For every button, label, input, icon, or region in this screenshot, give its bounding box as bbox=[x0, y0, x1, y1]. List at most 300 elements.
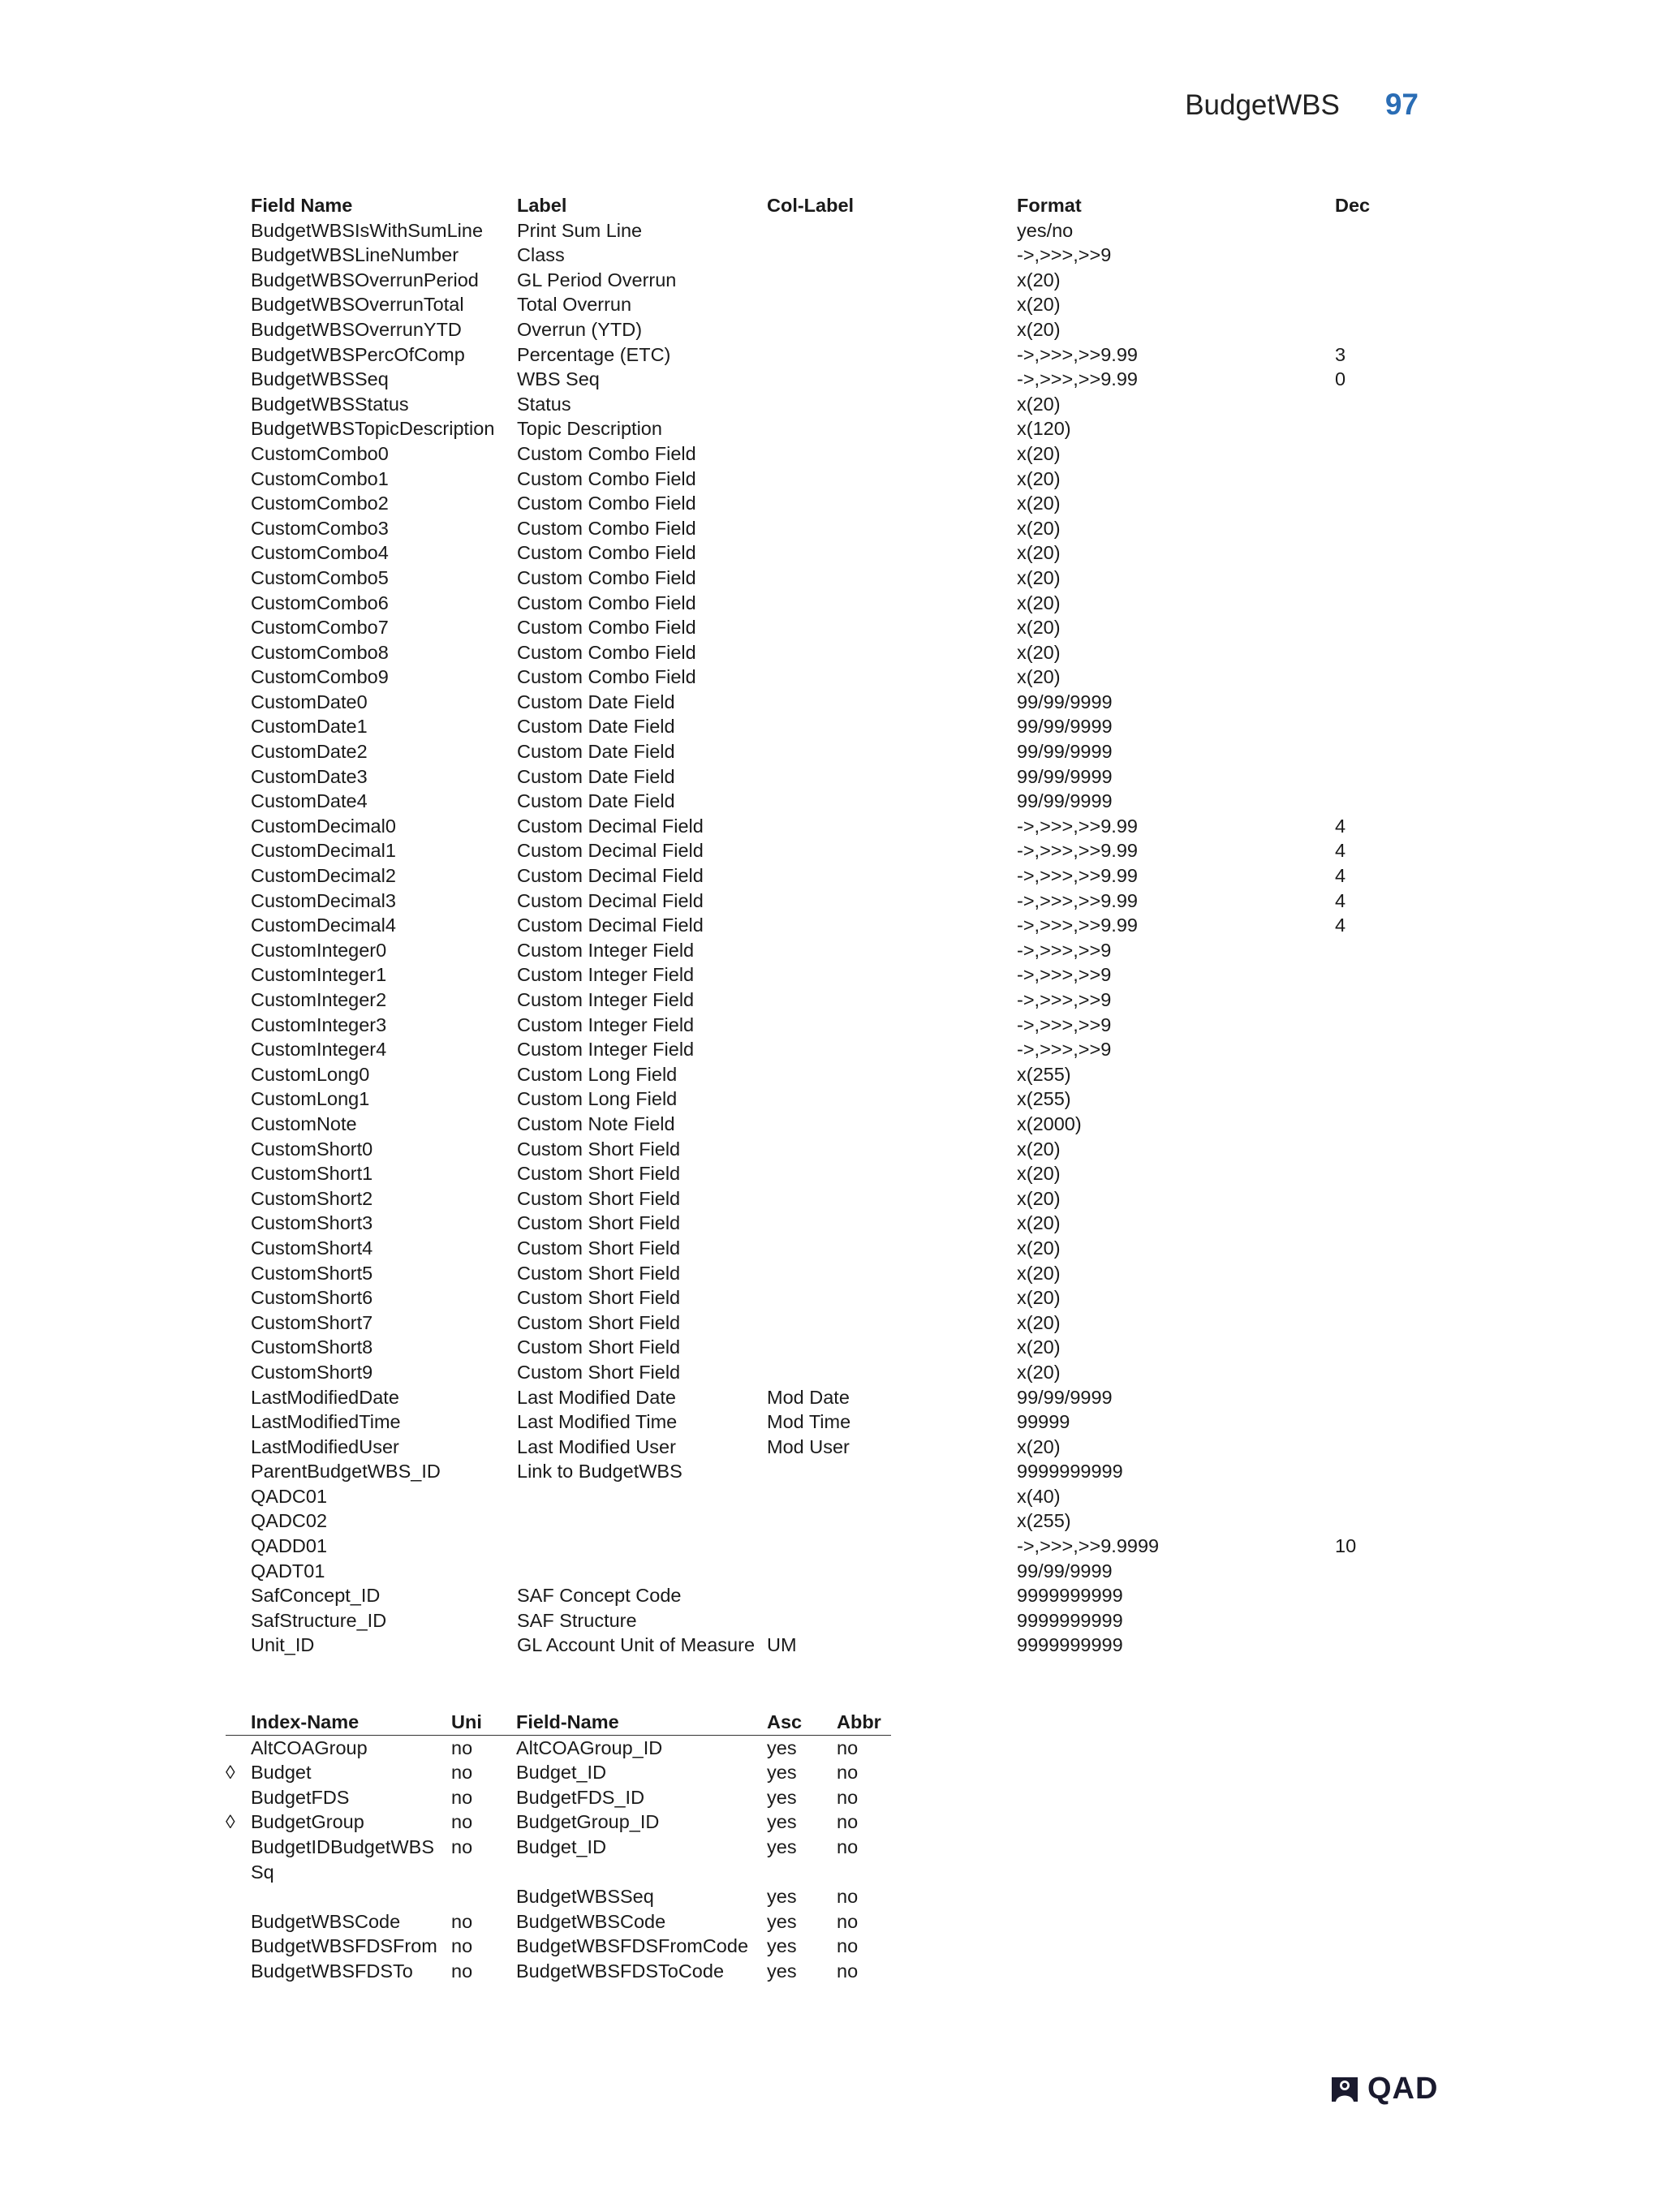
cell-field-name: Budget_ID bbox=[516, 1762, 607, 1784]
table-row bbox=[251, 1583, 1419, 1608]
cell-format: 99/99/9999 bbox=[1017, 790, 1113, 812]
cell-dec bbox=[1335, 540, 1416, 566]
table-row bbox=[251, 540, 1419, 566]
cell-label bbox=[517, 1484, 767, 1509]
table-row bbox=[251, 1112, 1419, 1137]
cell-label: Custom Combo Field bbox=[517, 592, 696, 613]
cell-label: Custom Integer Field bbox=[517, 939, 695, 961]
cell-dec bbox=[1335, 591, 1416, 616]
cell-index-name: BudgetWBSCode bbox=[251, 1910, 401, 1932]
cell-format: ->,>>>,>>9 bbox=[1017, 244, 1112, 266]
cell-field-name: CustomInteger2 bbox=[251, 989, 387, 1010]
table-row bbox=[251, 814, 1419, 839]
cell-label: Print Sum Line bbox=[517, 219, 643, 241]
cell-field-name: CustomShort9 bbox=[251, 1361, 373, 1383]
cell-dec bbox=[1335, 764, 1416, 790]
cell-field-name: CustomShort2 bbox=[251, 1187, 373, 1209]
cell-dec bbox=[1335, 962, 1416, 988]
cell-field-name: CustomDate3 bbox=[251, 765, 368, 787]
cell-field-name: LastModifiedUser bbox=[251, 1435, 399, 1457]
cell-index-name bbox=[251, 1884, 451, 1909]
cell-field-name: BudgetWBSSeq bbox=[251, 368, 389, 390]
table-row bbox=[251, 1508, 1419, 1534]
cell-uni bbox=[451, 1884, 516, 1909]
cell-index-name: BudgetWBSFDSFrom bbox=[251, 1935, 437, 1957]
cell-dec bbox=[1335, 1087, 1416, 1112]
cell-index-name: Budget bbox=[251, 1762, 312, 1784]
cell-format: 99/99/9999 bbox=[1017, 765, 1113, 787]
cell-col-label bbox=[767, 1508, 1017, 1534]
header-index-name: Index-Name bbox=[251, 1711, 360, 1732]
primary-marker-icon bbox=[226, 1785, 251, 1810]
cell-field-name: LastModifiedDate bbox=[251, 1386, 399, 1408]
table-row bbox=[251, 690, 1419, 715]
cell-col-label bbox=[767, 1484, 1017, 1509]
cell-format: x(20) bbox=[1017, 1163, 1061, 1185]
table-row bbox=[251, 1186, 1419, 1211]
table-row bbox=[251, 516, 1419, 541]
cell-label: Custom Date Field bbox=[517, 790, 675, 812]
cell-label: Custom Combo Field bbox=[517, 641, 696, 663]
cell-abbr: no bbox=[837, 1886, 859, 1908]
cell-asc: yes bbox=[767, 1935, 797, 1957]
cell-col-label bbox=[767, 1559, 1017, 1584]
cell-format: ->,>>>,>>9.99 bbox=[1017, 914, 1138, 936]
cell-col-label: Mod Time bbox=[767, 1411, 851, 1433]
cell-col-label bbox=[767, 764, 1017, 790]
table-row bbox=[251, 962, 1419, 988]
cell-field-name: BudgetWBSCode bbox=[516, 1910, 666, 1932]
cell-label: WBS Seq bbox=[517, 368, 600, 390]
cell-uni: no bbox=[451, 1762, 473, 1784]
cell-col-label bbox=[767, 441, 1017, 467]
table-row bbox=[251, 1608, 1419, 1633]
cell-format: x(255) bbox=[1017, 1510, 1071, 1532]
cell-format: 99/99/9999 bbox=[1017, 716, 1113, 738]
cell-asc: yes bbox=[767, 1762, 797, 1784]
cell-abbr: no bbox=[837, 1910, 859, 1932]
cell-col-label bbox=[767, 1037, 1017, 1062]
table-row bbox=[251, 268, 1419, 293]
cell-field-name: QADC01 bbox=[251, 1485, 328, 1507]
cell-dec bbox=[1335, 1484, 1416, 1509]
cell-label: Custom Integer Field bbox=[517, 1039, 695, 1061]
cell-format: x(20) bbox=[1017, 566, 1061, 588]
cell-label: Custom Decimal Field bbox=[517, 815, 704, 837]
cell-field-name: CustomCombo2 bbox=[251, 493, 389, 514]
cell-uni: no bbox=[451, 1935, 473, 1957]
table-row bbox=[226, 1835, 891, 1884]
cell-dec bbox=[1335, 1409, 1416, 1435]
table-row bbox=[251, 1484, 1419, 1509]
cell-col-label: Mod Date bbox=[767, 1386, 850, 1408]
table-row bbox=[251, 1534, 1419, 1559]
qad-logo-text: QAD bbox=[1367, 2072, 1439, 2106]
cell-col-label bbox=[767, 1285, 1017, 1310]
cell-format: ->,>>>,>>9.99 bbox=[1017, 368, 1138, 390]
cell-dec bbox=[1335, 714, 1416, 739]
cell-field-name: CustomShort8 bbox=[251, 1336, 373, 1358]
cell-field-name: CustomDecimal1 bbox=[251, 840, 396, 862]
cell-col-label bbox=[767, 1261, 1017, 1286]
cell-format: 99/99/9999 bbox=[1017, 741, 1113, 763]
cell-format: 99/99/9999 bbox=[1017, 1386, 1113, 1408]
header-asc: Asc bbox=[767, 1711, 803, 1732]
header-marker-spacer bbox=[226, 1710, 251, 1735]
cell-label: Custom Short Field bbox=[517, 1336, 681, 1358]
cell-format: 9999999999 bbox=[1017, 1609, 1123, 1631]
cell-field-name: CustomCombo8 bbox=[251, 641, 389, 663]
cell-format: x(20) bbox=[1017, 517, 1061, 539]
cell-format: x(20) bbox=[1017, 1212, 1061, 1234]
cell-format: x(20) bbox=[1017, 617, 1061, 639]
cell-dec bbox=[1335, 566, 1416, 591]
table-row bbox=[251, 1137, 1419, 1162]
cell-col-label bbox=[767, 342, 1017, 368]
header-abbr: Abbr bbox=[837, 1711, 881, 1732]
cell-label: Custom Short Field bbox=[517, 1311, 681, 1333]
cell-dec bbox=[1335, 292, 1416, 317]
table-row bbox=[251, 764, 1419, 790]
table-row bbox=[251, 1236, 1419, 1261]
cell-label: Custom Date Field bbox=[517, 741, 675, 763]
cell-field-name: QADD01 bbox=[251, 1535, 328, 1557]
cell-field-name: CustomCombo3 bbox=[251, 517, 389, 539]
cell-format: x(20) bbox=[1017, 542, 1061, 564]
cell-format: x(20) bbox=[1017, 1287, 1061, 1309]
cell-col-label bbox=[767, 913, 1017, 938]
cell-field-name: CustomShort3 bbox=[251, 1212, 373, 1234]
cell-dec: 4 bbox=[1335, 815, 1346, 837]
cell-dec: 3 bbox=[1335, 343, 1346, 365]
cell-col-label bbox=[767, 1608, 1017, 1633]
cell-dec bbox=[1335, 1186, 1416, 1211]
cell-field-name: CustomInteger1 bbox=[251, 964, 387, 986]
header-dec: Dec bbox=[1335, 195, 1371, 216]
cell-format: x(20) bbox=[1017, 467, 1061, 489]
primary-marker-icon bbox=[226, 1835, 251, 1884]
cell-label bbox=[517, 1508, 767, 1534]
cell-field-name: CustomNote bbox=[251, 1112, 357, 1134]
cell-label: SAF Structure bbox=[517, 1609, 637, 1631]
cell-dec bbox=[1335, 1062, 1416, 1087]
cell-label: Custom Short Field bbox=[517, 1287, 681, 1309]
cell-format: x(20) bbox=[1017, 641, 1061, 663]
cell-dec bbox=[1335, 1508, 1416, 1534]
cell-dec bbox=[1335, 690, 1416, 715]
table-row bbox=[251, 838, 1419, 863]
cell-dec bbox=[1335, 1583, 1416, 1608]
cell-format: x(2000) bbox=[1017, 1112, 1082, 1134]
cell-label: Custom Short Field bbox=[517, 1163, 681, 1185]
cell-field-name: CustomDecimal2 bbox=[251, 865, 396, 887]
cell-field-name: BudgetWBSOverrunYTD bbox=[251, 318, 462, 340]
cell-field-name: BudgetWBSLineNumber bbox=[251, 244, 459, 266]
primary-marker-icon bbox=[226, 1909, 251, 1934]
cell-field-name: CustomCombo7 bbox=[251, 617, 389, 639]
table-row bbox=[251, 1435, 1419, 1460]
cell-field-name: CustomDate2 bbox=[251, 741, 368, 763]
cell-dec bbox=[1335, 491, 1416, 516]
cell-field-name: CustomInteger0 bbox=[251, 939, 387, 961]
cell-uni: no bbox=[451, 1786, 473, 1808]
cell-index-name: BudgetWBSFDSTo bbox=[251, 1960, 413, 1982]
cell-format: 99999 bbox=[1017, 1411, 1070, 1433]
cell-field-name: CustomShort6 bbox=[251, 1287, 373, 1309]
cell-col-label bbox=[767, 1211, 1017, 1236]
index-table bbox=[226, 1710, 891, 1984]
cell-label: Custom Combo Field bbox=[517, 517, 696, 539]
table-row bbox=[251, 1285, 1419, 1310]
cell-format: x(20) bbox=[1017, 592, 1061, 613]
table-row bbox=[251, 218, 1419, 243]
cell-col-label bbox=[767, 367, 1017, 392]
table-row bbox=[251, 1211, 1419, 1236]
cell-col-label bbox=[767, 268, 1017, 293]
cell-field-name: BudgetWBSFDSFromCode bbox=[516, 1935, 749, 1957]
cell-col-label bbox=[767, 665, 1017, 690]
primary-marker-icon: ◊ bbox=[226, 1762, 235, 1784]
cell-field-name: CustomCombo0 bbox=[251, 442, 389, 464]
cell-label: Custom Integer Field bbox=[517, 1013, 695, 1035]
cell-uni: no bbox=[451, 1960, 473, 1982]
table-row bbox=[251, 566, 1419, 591]
cell-format: ->,>>>,>>9 bbox=[1017, 1013, 1112, 1035]
table-row bbox=[226, 1785, 891, 1810]
cell-dec bbox=[1335, 1161, 1416, 1186]
cell-format: ->,>>>,>>9 bbox=[1017, 939, 1112, 961]
cell-dec bbox=[1335, 516, 1416, 541]
cell-label: Custom Short Field bbox=[517, 1187, 681, 1209]
table-row bbox=[226, 1909, 891, 1934]
cell-dec: 10 bbox=[1335, 1535, 1357, 1557]
cell-dec: 0 bbox=[1335, 368, 1346, 390]
table-row bbox=[251, 863, 1419, 889]
cell-field-name: BudgetWBSPercOfComp bbox=[251, 343, 465, 365]
table-row bbox=[251, 243, 1419, 268]
cell-abbr: no bbox=[837, 1935, 859, 1957]
cell-format: ->,>>>,>>9 bbox=[1017, 1039, 1112, 1061]
cell-label: Percentage (ETC) bbox=[517, 343, 671, 365]
cell-format: 99/99/9999 bbox=[1017, 1560, 1113, 1582]
cell-col-label bbox=[767, 416, 1017, 441]
cell-index-name: BudgetIDBudgetWBS Sq bbox=[251, 1835, 434, 1883]
cell-field-name: CustomShort1 bbox=[251, 1163, 373, 1185]
cell-uni: no bbox=[451, 1811, 473, 1833]
cell-col-label bbox=[767, 1087, 1017, 1112]
table-row bbox=[251, 615, 1419, 640]
cell-col-label bbox=[767, 566, 1017, 591]
cell-dec bbox=[1335, 1236, 1416, 1261]
cell-dec bbox=[1335, 1360, 1416, 1385]
cell-field-name: BudgetWBSTopicDescription bbox=[251, 418, 495, 440]
table-row bbox=[251, 467, 1419, 492]
cell-field-name: CustomShort0 bbox=[251, 1138, 373, 1160]
cell-label: Custom Decimal Field bbox=[517, 914, 704, 936]
cell-field-name: BudgetWBSFDSToCode bbox=[516, 1960, 725, 1982]
cell-dec bbox=[1335, 441, 1416, 467]
cell-field-name: CustomLong1 bbox=[251, 1088, 370, 1110]
cell-col-label bbox=[767, 962, 1017, 988]
cell-field-name: BudgetWBSOverrunPeriod bbox=[251, 269, 479, 290]
cell-asc: yes bbox=[767, 1811, 797, 1833]
cell-format: ->,>>>,>>9.99 bbox=[1017, 865, 1138, 887]
cell-format: x(255) bbox=[1017, 1088, 1071, 1110]
cell-dec bbox=[1335, 243, 1416, 268]
cell-dec bbox=[1335, 1559, 1416, 1584]
page-header bbox=[1185, 88, 1419, 122]
cell-field-name: CustomInteger4 bbox=[251, 1039, 387, 1061]
cell-dec bbox=[1335, 1037, 1416, 1062]
header-uni: Uni bbox=[451, 1711, 482, 1732]
cell-field-name: BudgetGroup_ID bbox=[516, 1811, 660, 1833]
cell-field-name: AltCOAGroup_ID bbox=[516, 1736, 663, 1758]
index-table-header bbox=[226, 1710, 891, 1736]
cell-dec bbox=[1335, 938, 1416, 963]
cell-col-label bbox=[767, 1013, 1017, 1038]
cell-col-label bbox=[767, 292, 1017, 317]
cell-format: ->,>>>,>>9.99 bbox=[1017, 343, 1138, 365]
cell-label: Custom Date Field bbox=[517, 765, 675, 787]
cell-field-name: SafConcept_ID bbox=[251, 1585, 381, 1607]
cell-field-name: CustomDecimal4 bbox=[251, 914, 396, 936]
cell-field-name: ParentBudgetWBS_ID bbox=[251, 1461, 441, 1483]
cell-col-label bbox=[767, 516, 1017, 541]
table-row bbox=[251, 739, 1419, 764]
cell-dec bbox=[1335, 640, 1416, 665]
table-row bbox=[251, 640, 1419, 665]
table-row bbox=[251, 317, 1419, 342]
cell-label: GL Account Unit of Measure bbox=[517, 1634, 756, 1656]
cell-label: Custom Short Field bbox=[517, 1361, 681, 1383]
cell-dec bbox=[1335, 1112, 1416, 1137]
cell-asc: yes bbox=[767, 1835, 797, 1857]
cell-format: x(20) bbox=[1017, 1311, 1061, 1333]
table-row bbox=[251, 392, 1419, 417]
cell-col-label bbox=[767, 1459, 1017, 1484]
qad-logo bbox=[1328, 2072, 1438, 2107]
cell-col-label bbox=[767, 1236, 1017, 1261]
table-row bbox=[251, 1310, 1419, 1336]
table-row bbox=[251, 1261, 1419, 1286]
cell-abbr: no bbox=[837, 1811, 859, 1833]
cell-uni: no bbox=[451, 1910, 473, 1932]
cell-label: Custom Short Field bbox=[517, 1262, 681, 1284]
cell-field-name: BudgetWBSIsWithSumLine bbox=[251, 219, 484, 241]
cell-dec bbox=[1335, 1385, 1416, 1410]
cell-uni: no bbox=[451, 1835, 473, 1857]
cell-label: Last Modified User bbox=[517, 1435, 676, 1457]
cell-field-name: BudgetFDS_ID bbox=[516, 1786, 645, 1808]
cell-col-label bbox=[767, 1310, 1017, 1336]
cell-format: x(20) bbox=[1017, 1336, 1061, 1358]
cell-label: Custom Combo Field bbox=[517, 442, 696, 464]
cell-label: Last Modified Date bbox=[517, 1386, 676, 1408]
header-label: Label bbox=[517, 195, 567, 216]
cell-label: Total Overrun bbox=[517, 294, 632, 316]
cell-format: x(20) bbox=[1017, 1187, 1061, 1209]
cell-field-name: CustomDate1 bbox=[251, 716, 368, 738]
cell-dec bbox=[1335, 268, 1416, 293]
cell-col-label bbox=[767, 1360, 1017, 1385]
cell-abbr: no bbox=[837, 1786, 859, 1808]
cell-format: x(40) bbox=[1017, 1485, 1061, 1507]
cell-col-label bbox=[767, 1186, 1017, 1211]
cell-format: x(20) bbox=[1017, 294, 1061, 316]
cell-format: ->,>>>,>>9.9999 bbox=[1017, 1535, 1160, 1557]
cell-format: x(255) bbox=[1017, 1063, 1071, 1085]
cell-field-name: Unit_ID bbox=[251, 1634, 315, 1656]
table-row bbox=[251, 292, 1419, 317]
cell-label: Custom Long Field bbox=[517, 1063, 678, 1085]
cell-field-name: CustomDate4 bbox=[251, 790, 368, 812]
table-row bbox=[251, 1062, 1419, 1087]
header-field-name: Field-Name bbox=[516, 1711, 619, 1732]
cell-index-name: BudgetGroup bbox=[251, 1811, 364, 1833]
cell-format: 9999999999 bbox=[1017, 1585, 1123, 1607]
cell-format: x(20) bbox=[1017, 269, 1061, 290]
cell-label: Last Modified Time bbox=[517, 1411, 678, 1433]
cell-field-name: CustomShort5 bbox=[251, 1262, 373, 1284]
page-number: 97 bbox=[1384, 88, 1419, 121]
header-field-name: Field Name bbox=[251, 195, 353, 216]
cell-col-label bbox=[767, 243, 1017, 268]
cell-format: x(20) bbox=[1017, 442, 1061, 464]
table-row bbox=[251, 1037, 1419, 1062]
cell-dec bbox=[1335, 416, 1416, 441]
cell-abbr: no bbox=[837, 1835, 859, 1857]
cell-dec: 4 bbox=[1335, 914, 1346, 936]
cell-field-name: CustomDecimal3 bbox=[251, 889, 396, 911]
qad-logo-icon bbox=[1328, 2076, 1361, 2103]
cell-dec bbox=[1335, 1335, 1416, 1360]
cell-format: x(20) bbox=[1017, 1435, 1061, 1457]
cell-field-name: CustomCombo6 bbox=[251, 592, 389, 613]
cell-col-label bbox=[767, 1161, 1017, 1186]
cell-field-name: SafStructure_ID bbox=[251, 1609, 387, 1631]
cell-field-name: CustomCombo1 bbox=[251, 467, 389, 489]
cell-format: ->,>>>,>>9.99 bbox=[1017, 840, 1138, 862]
cell-format: 99/99/9999 bbox=[1017, 691, 1113, 712]
cell-field-name: CustomInteger3 bbox=[251, 1013, 387, 1035]
cell-label: Custom Combo Field bbox=[517, 493, 696, 514]
cell-dec: 4 bbox=[1335, 865, 1346, 887]
cell-label: Custom Date Field bbox=[517, 716, 675, 738]
cell-format: x(20) bbox=[1017, 1237, 1061, 1259]
cell-asc: yes bbox=[767, 1910, 797, 1932]
cell-label: Topic Description bbox=[517, 418, 662, 440]
cell-field-name: CustomCombo9 bbox=[251, 666, 389, 688]
cell-format: ->,>>>,>>9 bbox=[1017, 964, 1112, 986]
table-row bbox=[226, 1884, 891, 1909]
cell-col-label bbox=[767, 1112, 1017, 1137]
table-row bbox=[251, 1409, 1419, 1435]
table-row bbox=[251, 1559, 1419, 1584]
cell-format: x(20) bbox=[1017, 1262, 1061, 1284]
cell-field-name: BudgetWBSOverrunTotal bbox=[251, 294, 464, 316]
cell-dec bbox=[1335, 1285, 1416, 1310]
page-title: BudgetWBS bbox=[1185, 89, 1340, 121]
cell-col-label bbox=[767, 640, 1017, 665]
table-row bbox=[226, 1810, 891, 1835]
cell-label: Custom Decimal Field bbox=[517, 865, 704, 887]
cell-col-label bbox=[767, 218, 1017, 243]
table-row bbox=[251, 714, 1419, 739]
cell-uni: no bbox=[451, 1736, 473, 1758]
cell-dec bbox=[1335, 1608, 1416, 1633]
table-row bbox=[251, 367, 1419, 392]
table-row bbox=[251, 1385, 1419, 1410]
